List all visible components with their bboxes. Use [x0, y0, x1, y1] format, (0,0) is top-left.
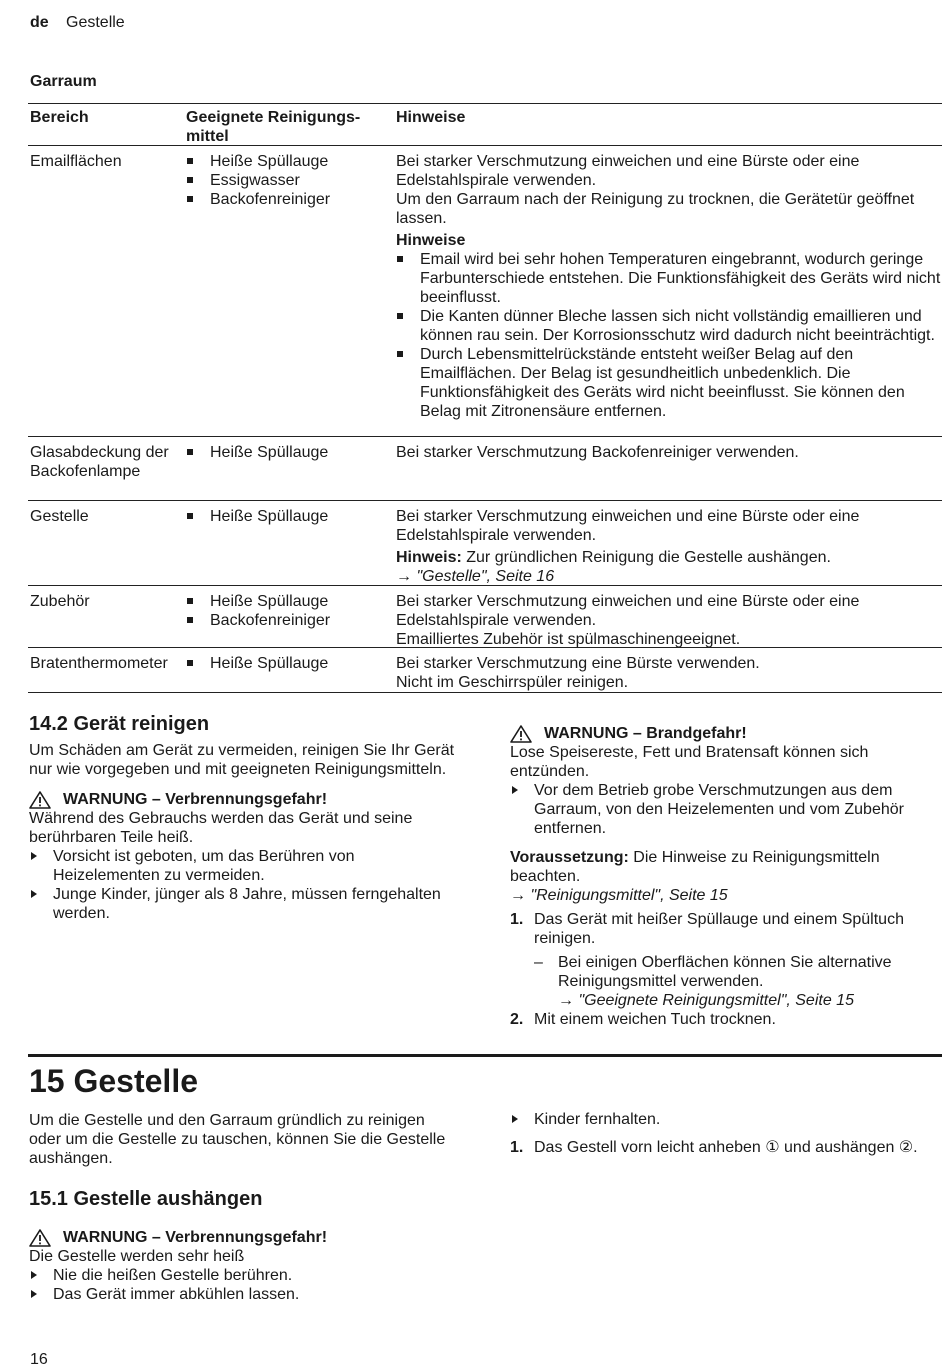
- chapter-15-right: [510, 1110, 942, 1157]
- column-header-area: Bereich: [30, 109, 89, 126]
- note-hint: [396, 548, 941, 567]
- note-text: Bei starker Verschmutzung einweichen und eine Bürste oder eine Edelstahlspirale verwenden.: [396, 153, 860, 189]
- warning-title: WARNUNG – Verbrennungsgefahr!: [63, 791, 328, 808]
- warning-list: [29, 1266, 459, 1304]
- row-area: Bratenthermometer: [30, 655, 168, 672]
- row-area: Emailflächen: [30, 153, 122, 170]
- warning-text: Lose Speisereste, Fett und Bratensaft können sich entzünden.: [510, 744, 869, 780]
- section-14-2-left: [29, 712, 459, 923]
- warning-heading: [29, 790, 459, 809]
- list-item: Kinder fernhalten.: [510, 1110, 942, 1129]
- warning-heading: [510, 724, 942, 743]
- step-number: 1.: [510, 911, 524, 928]
- list-item: Heiße Spüllauge: [186, 443, 386, 462]
- chapter-15-left: [29, 1111, 459, 1304]
- row-area: Gestelle: [30, 508, 89, 525]
- row-notes: [396, 654, 941, 692]
- chapter-intro: Um die Gestelle und den Garraum gründlich zu reinigen oder um die Gestelle zu tauschen, können Sie die Gestelle aushängen.: [29, 1112, 446, 1167]
- dash-marker: –: [534, 954, 543, 971]
- step-number: 2.: [510, 1011, 524, 1028]
- list-item: Essigwasser: [186, 171, 386, 190]
- table-row: [28, 437, 942, 501]
- step-text: Mit einem weichen Tuch trocknen.: [534, 1011, 776, 1028]
- table-row: [28, 146, 942, 437]
- cleaning-table: [28, 103, 942, 693]
- row-area: Glasabdeckung der Backofenlampe: [30, 444, 169, 480]
- list-item: Junge Kinder, jünger als 8 Jahre, müssen ferngehalten werden.: [29, 885, 459, 923]
- list-item: Heiße Spüllauge: [186, 507, 386, 526]
- warning-list: [29, 847, 459, 923]
- warning-text: Die Gestelle werden sehr heiß: [29, 1248, 245, 1265]
- prerequisite: [510, 848, 942, 886]
- chapter-rule: [28, 1054, 942, 1057]
- row-area: Zubehör: [30, 593, 90, 610]
- list-item: Vorsicht ist geboten, um das Berühren von Heizelementen zu vermeiden.: [29, 847, 459, 885]
- agent-list: [186, 592, 386, 630]
- cross-reference-link[interactable]: → "Geeignete Reinigungsmittel", Seite 15: [558, 992, 854, 1009]
- prerequisite-label: Voraussetzung:: [510, 849, 629, 866]
- sub-step: [534, 953, 942, 1010]
- table-row: [28, 501, 942, 586]
- note-text: Bei starker Verschmutzung einweichen und eine Bürste oder eine Edelstahlspirale verwenden.: [396, 593, 860, 629]
- list-item: Das Gerät immer abkühlen lassen.: [29, 1285, 459, 1304]
- language-code: de: [30, 14, 49, 31]
- running-header-title: Gestelle: [66, 14, 125, 31]
- column-header-notes: Hinweise: [396, 109, 466, 126]
- hint-text: Zur gründlichen Reinigung die Gestelle aushängen.: [461, 549, 831, 566]
- list-item: Heiße Spüllauge: [186, 654, 386, 673]
- agent-list: [186, 654, 386, 673]
- step-item: [510, 1010, 942, 1029]
- warning-text: Während des Gebrauchs werden das Gerät und seine berührbaren Teile heiß.: [29, 810, 413, 846]
- list-item: Email wird bei sehr hohen Temperaturen eingebrannt, wodurch geringe Farbunterschiede entstehen. Die Funktionsfähigkeit des Geräts wird nicht beeinflusst.: [396, 250, 941, 307]
- warning-heading: [29, 1228, 459, 1247]
- step-item: [510, 1138, 942, 1157]
- note-text: Nicht im Geschirrspüler reinigen.: [396, 674, 629, 691]
- hint-label: Hinweis:: [396, 549, 462, 566]
- prerequisite-text: Die Hinweise zu Reinigungsmitteln beachten.: [510, 849, 880, 885]
- row-notes: [396, 443, 941, 462]
- column-header-agents: Geeignete Reinigungs- mittel: [186, 109, 361, 145]
- list-item: Heiße Spüllauge: [186, 592, 386, 611]
- list-item: Vor dem Betrieb grobe Verschmutzungen aus dem Garraum, von den Heizelementen und vom Zubehör entfernen.: [510, 781, 942, 838]
- table-header-row: [28, 103, 942, 146]
- sub-step-text: Bei einigen Oberflächen können Sie alternative Reinigungsmittel verwenden.: [558, 954, 892, 990]
- section-14-2-right: [510, 724, 942, 1029]
- section-intro: Um Schäden am Gerät zu vermeiden, reinigen Sie Ihr Gerät nur wie vorgegeben und mit geeigneten Reinigungsmitteln.: [29, 742, 455, 778]
- warning-triangle-icon: [29, 1229, 51, 1247]
- warning-triangle-icon: [510, 725, 532, 743]
- list-item: Heiße Spüllauge: [186, 152, 386, 171]
- warning-title: WARNUNG – Verbrennungsgefahr!: [63, 1229, 328, 1246]
- list-item: Backofenreiniger: [186, 611, 386, 630]
- page-number: 16: [30, 1351, 48, 1368]
- warning-title: WARNUNG – Brandgefahr!: [544, 725, 747, 742]
- list-item: Backofenreiniger: [186, 190, 386, 209]
- cross-reference-link[interactable]: → "Gestelle", Seite 16: [396, 568, 555, 585]
- agent-list: [186, 507, 386, 526]
- warning-list: [510, 781, 942, 838]
- step-text: Das Gestell vorn leicht anheben ① und aushängen ②.: [534, 1139, 918, 1156]
- note-list: [396, 250, 941, 421]
- note-text: Um den Garraum nach der Reinigung zu trocknen, die Gerätetür geöffnet lassen.: [396, 191, 915, 227]
- table-section-title: Garraum: [30, 73, 97, 90]
- cross-reference-link[interactable]: → "Reinigungsmittel", Seite 15: [510, 887, 728, 904]
- section-heading: 15.1 Gestelle aushängen: [29, 1188, 263, 1210]
- row-notes: [396, 152, 941, 421]
- note-heading: Hinweise: [396, 232, 466, 249]
- note-text: Bei starker Verschmutzung einweichen und eine Bürste oder eine Edelstahlspirale verwenden.: [396, 508, 860, 544]
- agent-list: [186, 152, 386, 209]
- warning-triangle-icon: [29, 791, 51, 809]
- step-list: [510, 910, 942, 1029]
- table-row: [28, 586, 942, 648]
- step-number: 1.: [510, 1139, 524, 1156]
- row-notes: [396, 507, 941, 586]
- note-text: Bei starker Verschmutzung eine Bürste verwenden.: [396, 655, 760, 672]
- list-item: Nie die heißen Gestelle berühren.: [29, 1266, 459, 1285]
- list-item: Durch Lebensmittelrückstände entsteht weißer Belag auf den Emailflächen. Der Belag ist gesundheitlich unbedenklich. Die Funktionsfähigkeit des Geräts wird nicht beeinflusst. Sie können den Belag mit Zitronensäure entfernen.: [396, 345, 941, 421]
- list-item: Die Kanten dünner Bleche lassen sich nicht vollständig emaillieren und können rau sein. Der Korrosionsschutz wird dadurch nicht beeinträchtigt.: [396, 307, 941, 345]
- table-row: [28, 648, 942, 693]
- step-item: [510, 910, 942, 1010]
- step-list: [510, 1138, 942, 1157]
- row-notes: [396, 592, 941, 649]
- chapter-heading: 15 Gestelle: [29, 1063, 198, 1099]
- note-text: Bei starker Verschmutzung Backofenreiniger verwenden.: [396, 444, 799, 461]
- section-heading: 14.2 Gerät reinigen: [29, 713, 210, 735]
- warning-list: [510, 1110, 942, 1129]
- step-text: Das Gerät mit heißer Spüllauge und einem Spültuch reinigen.: [534, 911, 904, 947]
- agent-list: [186, 443, 386, 462]
- note-text: Emailliertes Zubehör ist spülmaschinengeeignet.: [396, 631, 741, 648]
